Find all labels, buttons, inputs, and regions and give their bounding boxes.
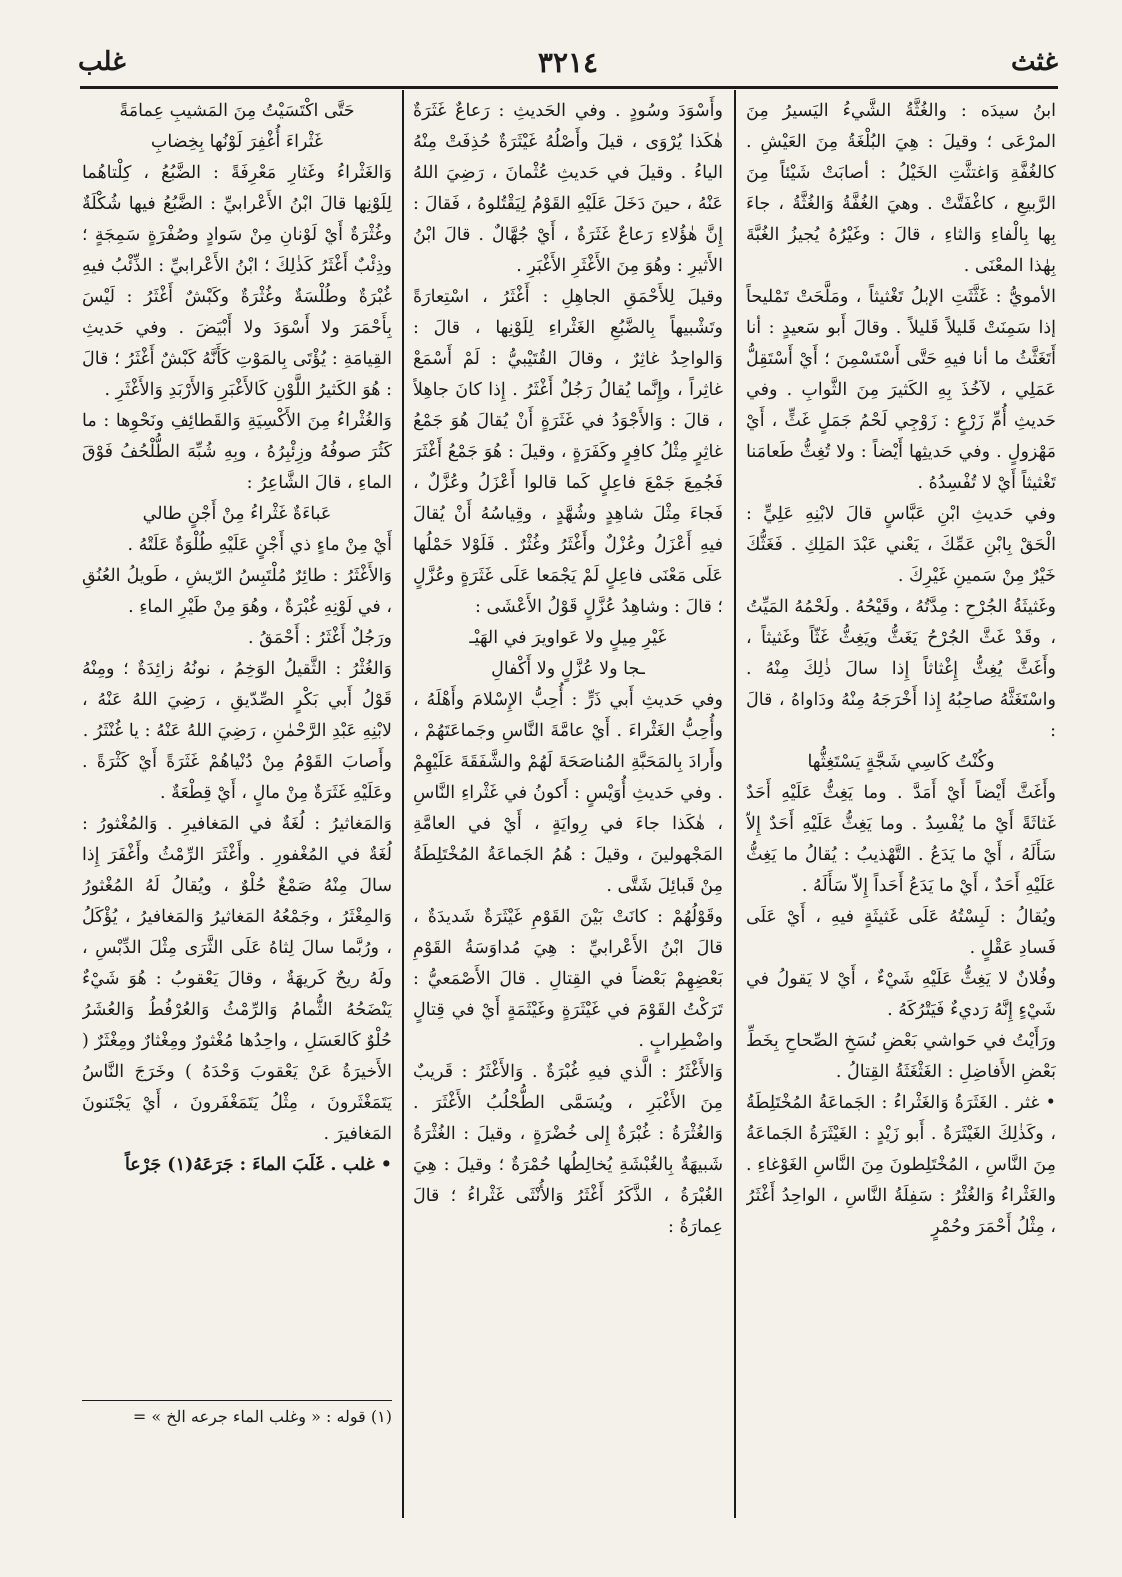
paragraph: ورَأَيْتُ في حَواشي بَعْضِ نُسَخِ الصِّحاحِ بِخَطِّ بَعْضِ الأَفاضِلِ : الغَثْغَثَةُ القِتالُ . [746, 1031, 1056, 1082]
entry-heading-paragraph: • غثر . الغَثَرَةُ وَالغَثْراءُ : الجَماعَةُ المُخْتَلِطَةُ ، وكَذٰلِكَ الغَيْثَرَةُ . أَبو زَيْدٍ : الغَيْثَرَةُ الجَماعَةُ مِنَ النَّاسِ ، المُخْتَلِطونَ مِنَ النَّاسِ الغَوْغاءِ . والغَثْراءُ وَالغُثْرُ : سَفِلَةُ النَّاسِ ، الواحِدُ أَغْثَرُ ، مِثْلُ أَحْمَرَ وحُمْرٍ [746, 1093, 1056, 1237]
paragraph: الأمويُّ : غَثَّثَتِ الإبلُ تَغْثيثاً ، ومَلَّحَتْ تَمْليحاً إذا سَمِنَتْ قَليلاً قَليلاً . وقالَ أَبو سَعيدٍ : أنا أَتَغَثَّثُ ما أنا فيهِ حَتَّى أَسْتَسْمِنَ ؛ أَيْ أَسْتَقِلُّ عَمَلِي ، لآخُذَ بِهِ الكَثيرَ مِنَ الثَّوابِ . وفي حَديثِ أُمِّ زَرْعٍ : زَوْجِي لَحْمُ جَمَلٍ غَثٍّ ، أَيْ مَهْزولٍ . وفي حَديثِها أَيْضاً : ولا تُغِثُّ طَعامَنا تَغْثيثاً أَيْ لا تُفْسِدُهُ . [746, 287, 1056, 493]
running-head-right: غثث [1011, 47, 1058, 77]
verse-line: وكُنْتُ كَاسِي شَجَّةٍ يَسْتَغِثُّها [807, 752, 995, 772]
paragraph: أَيْ مِنْ ماءٍ ذي أَجْنٍ عَلَيْهِ طُلْوَةٌ عَلَتْهُ . [127, 535, 392, 555]
page-number: ٣٢١٤ [537, 45, 599, 79]
paragraph: ويُقالُ : لَبِسْتُهُ عَلَى غَثيثَةٍ فيهِ ، أَيْ عَلَى فَسادِ عَقْلٍ . [746, 907, 1056, 958]
paragraph: وقَوْلُهُمْ : كانَتْ بَيْنَ القَوْمِ غَيْثَرَةٌ شَديدَةٌ ، قالَ ابْنُ الأَعْرابيِّ : هِيَ مُداوَسَةُ القَوْمِ بَعْضِهِمْ بَعْضاً في القِتالِ . قالَ الأَصْمَعيُّ : تَرَكْتُ القَوْمَ في غَيْثَرَةٍ وغَيْثَمَةٍ أَيْ في قِتالٍ واضْطِرابٍ . [413, 907, 723, 1051]
paragraph: وقيلَ لِلأَحْمَقِ الجاهِلِ : أَغْثَرُ ، اسْتِعارَةً وتَشْبيهاً بِالضَّبُعِ الغَثْراءِ لِلَوْنِها ، قالَ : وَالواحِدُ غاثِرٌ ، وقالَ القُتَيْبيُّ : لَمْ أَسْمَعْ غاثِراً ، وإِنَّما يُقالُ رَجُلٌ أَغْثَرُ . إِذا كانَ جاهِلاً ، قالَ : وَالأَجْوَدُ في غَثَرَةٍ أَنْ يُقالَ هُوَ جَمْعُ غاثِرٍ مِثْلُ كافِرٍ وكَفَرَةٍ ، وقيلَ : هُوَ جَمْعُ أَغْثَرَ فَجُمِعَ جَمْعَ فاعِلٍ كَما قالوا أَعْزَلُ وعُزَّلٌ ، فَجاءَ مِثْلَ شاهِدٍ وشُهَّدٍ ، وقِياسُهُ أَنْ يُقالَ فيهِ أَعْزَلُ وعُزْلٌ وأَغْثَرُ وغُثْرٌ . فَلَوْلا حَمْلُها عَلَى مَعْنَى فاعِلٍ لَمْ يَجْمَعا عَلَى غَثَرَةٍ وعُزَّلٍ ؛ قالَ : وشاهِدُ عُزَّلٍ قَوْلُ الأَعْشَى : [413, 287, 723, 617]
verse-line: عَباءَةٌ غَثْراءُ مِنْ أَجْنٍ طالي [142, 504, 332, 524]
column-right [746, 96, 1056, 1516]
paragraph: وَالأَغْثَرُ : الَّذي فيهِ غُبْرَةٌ . وَالأَغْثَرُ : قَريبٌ مِنَ الأَغْبَرِ ، ويُسَمَّى الطُّحْلُبُ الأَغْثَرَ . وَالغُثْرَةُ : غُبْرَةٌ إِلى خُضْرَةٍ ، وقيلَ : الغُثْرَةُ شَبيهَةٌ بِالغُبْشَةِ يُخالِطُها حُمْرَةٌ ؛ وقيلَ : هِيَ الغُبْرَةُ ، الذَّكَرُ أَغْثَرُ وَالأُنْثَى غَثْراءُ ؛ قالَ عِمارَةُ : [413, 1062, 723, 1237]
column-divider [402, 90, 404, 1518]
paragraph: وغَثيثَةُ الجُرْحِ : مِدَّتُهُ ، وقَيْحُهُ . ولَحْمُهُ المَيِّتُ ، وقَدْ غَثَّ الجُرْحُ يَغَثُّ ويَغِثُّ غَثّاً وغَثيثاً ، وأَغَثَّ يُغِثُّ إِغْثاثاً إِذا سالَ ذٰلِكَ مِنْهُ . واسْتَغَثَّهُ صاحِبُهُ إِذا أَخْرَجَهُ مِنْهُ ودَاواهُ ، قالَ : [746, 597, 1056, 741]
column-middle [413, 96, 723, 1516]
paragraph: وَالغُثْراءُ مِنَ الأَكْسِيَةِ وَالقَطائِفِ ونَحْوِها : ما كَثُرَ صوفُهُ وزِئْبِرُهُ ، وبِهِ شُبِّهَ الطُّلْحُفُ فَوْقَ الماءِ ، قالَ الشَّاعِرُ : [82, 411, 392, 493]
column-divider [734, 90, 736, 1518]
verse-line: غَيْرِ مِيلٍ ولا عَواويرَ في الهَيْـ [469, 628, 667, 648]
paragraph: وَالمَغاثيرُ : لُغَةٌ في المَغافيرِ . وَالمُغْثورُ : لُغَةٌ في المُغْفورِ . وأَغْثَرَ الرِّمْثُ وأَغْفَرَ إِذا سالَ مِنْهُ صَمْغٌ حُلْوٌ ، ويُقالُ لَهُ المُغْثورُ وَالمِغْثَرُ ، وجَمْعُهُ المَغاثيرُ وَالمَغافيرُ ، يُؤْكَلُ ، ورُبَّما سالَ لِثاهُ عَلَى الثَّرَى مِثْلَ الدِّبْسِ ، ولَهُ ريحٌ كَريهَةٌ ، وقالَ يَعْقوبُ : هُوَ شَيْءٌ يَنْضَحُهُ الثُّمامُ وَالرِّمْثُ وَالعُرْفُطُ وَالعُشَرُ حُلْوٌ كَالعَسَلِ ، واحِدُها مُغْثورٌ ومِغْثارٌ ومِغْثَرٌ ( الأَخيرَةُ عَنْ يَعْقوبَ وَحْدَهُ ) وخَرَجَ النَّاسُ يَتَمَغْثَرونَ ، مِثْلُ يَتَمَغْفَرونَ ، أَيْ يَجْتَنونَ المَغافيرَ . [82, 814, 392, 1144]
footnote: (١) قوله : « وغلب الماء جرعه الخ » = [132, 1407, 392, 1426]
paragraph: ورَجُلٌ أَغْثَرُ : أَحْمَقُ . [247, 628, 392, 648]
paragraph: وفي حَديثِ أَبي ذَرٍّ : أُحِبُّ الإِسْلامَ وأَهْلَهُ ، وأُحِبُّ الغَثْراءَ . أَيْ عامَّةَ النَّاسِ وجَماعَتَهُمْ ، وأَرادَ بِالمَحَبَّةِ المُناصَحَةَ لَهُمْ والشَّفَقَةَ عَلَيْهِمْ . وفي حَديثِ أُوَيْسٍ : أَكونُ في غَثْراءِ النَّاسِ ، هٰكَذا جاءَ في رِوايَةٍ ، أَيْ في العامَّةِ المَجْهولينَ ، وقيلَ : هُمُ الجَماعَةُ المُخْتَلِطَةُ مِنْ قَبائِلَ شَتَّى . [413, 690, 723, 896]
entry-heading-paragraph: • غلب . غَلَبَ الماءَ : جَرَعَهُ(١) جَرْعاً [124, 1155, 392, 1175]
column-left [82, 96, 392, 1516]
paragraph: وَالغُثْرُ : الثَّقيلُ الوَخِمُ ، نونُهُ زائِدَةٌ ؛ ومِنْهُ قَوْلُ أَبي بَكْرٍ الصِّدّيقِ ، رَضِيَ اللهُ عَنْهُ ، لابْنِهِ عَبْدِ الرَّحْمٰنِ ، رَضِيَ اللهُ عَنْهُ : يا غُنْثَرُ . [82, 659, 392, 741]
paragraph: وفي حَديثِ ابْنِ عَبَّاسٍ قالَ لابْنِهِ عَلِيٍّ : الْحَقْ بِابْنِ عَمِّكَ ، يَعْني عَبْدَ المَلِكِ . فَغَثُّكَ خَيْرٌ مِنْ سَمينِ غَيْرِكَ . [746, 504, 1056, 586]
verse-line: حَتَّى اكْتَسَيْتُ مِنَ المَشيبِ عِمامَةً [119, 101, 355, 121]
verse-line: غَثْراءَ أُغْفِرَ لَوْنُها بِخِضابِ [150, 132, 324, 152]
paragraph: وَالأَغْثَرُ : طائِرٌ مُلْتَبِسُ الرّيشِ ، طَويلُ العُنُقِ ، في لَوْنِهِ غُبْرَةٌ ، وهُوَ مِنْ طَيْرِ الماءِ . [82, 566, 392, 617]
verse-line: ـجا ولا عُزَّلٍ ولا أَكْفالِ [491, 659, 645, 679]
paragraph: وَالغَثْراءُ وغَثارِ مَعْرِفَةً : الضَّبُعُ ، كِلْتاهُما لِلَوْنِها قالَ ابْنُ الأَعْرابيِّ : الضَّبُعُ فيها شُكْلَةٌ وغُثْرَةٌ أَيْ لَوْنانِ مِنْ سَوادٍ وصُفْرَةٍ سَمِجَةٍ ؛ وذِئْبٌ أَغْثَرُ كَذٰلِكَ ؛ ابْنُ الأَعْرابيِّ : الذِّئْبُ فيهِ غُبْرَةٌ وطُلْسَةٌ وغُثْرَةٌ وكَبْشٌ أَغْثَرُ : لَيْسَ بِأَحْمَرَ ولا أَسْوَدَ ولا أَبْيَضَ . وفي حَديثِ القِيامَةِ : يُؤْتَى بِالمَوْتِ كَأَنَّهُ كَبْشٌ أَغْثَرُ ؛ قالَ : هُوَ الكَثيرُ اللَّوْنِ كَالأَغْبَرِ وَالأَرْبَدِ وَالأَغْثَرِ . [82, 163, 392, 400]
paragraph: وأَصابَ القَوْمُ مِنْ دُنْياهُمْ غَثَرَةً أَيْ كَثْرَةً . وعَلَيْهِ غَثَرَةٌ مِنْ مالٍ ، أَيْ قِطْعَةٌ . [82, 752, 392, 803]
running-head-left: غلب [78, 47, 126, 77]
paragraph: وأَسْوَدَ وسُودٍ . وفي الحَديثِ : رَعاعٌ غَثَرَةٌ هٰكَذا يُرْوَى ، قيلَ وأَصْلُهُ غَيْثَرَةٌ حُذِفَتْ مِنْهُ الياءُ . وقيلَ في حَديثِ عُثْمانَ ، رَضِيَ اللهُ عَنْهُ ، حينَ دَخَلَ عَلَيْهِ القَوْمُ لِيَقْتُلوهُ ، فَقالَ : إِنَّ هٰؤُلاءِ رَعاعٌ غَثَرَةٌ ، أَيْ جُهَّالٌ . قالَ ابْنُ الأَثيرِ : وهُوَ مِنَ الأَغْثَرِ الأَغْبَرِ . [413, 101, 723, 276]
paragraph: وأَغَثَّ أَيْضاً أَيْ أَمَدَّ . وما يَغِثُّ عَلَيْهِ أَحَدٌ غَثاثَةً أَيْ ما يُفْسِدُ . وما يَغِثُّ عَلَيْهِ أَحَدٌ إِلاّ سَأَلَهُ ، أَيْ ما يَدَعُ . التَّهْذيبُ : يُقالُ ما يَغِثُّ عَلَيْهِ أَحَدٌ ، أَيْ ما يَدَعُ أَحَداً إِلاّ سَأَلَهُ . [746, 783, 1056, 896]
footnote-rule [82, 1400, 392, 1401]
paragraph: ابنُ سيدَه : والغُثَّةُ الشَّيءُ اليَسيرُ مِنَ المرْعَى ؛ وقيلَ : هِيَ البُلْغَةُ مِنَ العَيْشِ . كالغُفَّةِ وَاغتثَّتِ الخَيْلُ : أصابَتْ شَيْئاً مِنَ الرَّبيعِ ، كاغْفَتَّتْ . وهيَ الغُفَّةُ وَالغُثَّةُ ، جاءَ بِها بِالْفاءِ وَالثاءِ ، قالَ : وغَيْرُهُ يُجيزُ الغُبَّةَ بِهٰذا المعْنَى . [746, 101, 1056, 276]
header-rule [80, 86, 1058, 89]
paragraph: وفُلانٌ لا يَغِثُّ عَلَيْهِ شَيْءٌ ، أَيْ لا يَقولُ في شَيْءٍ إِنَّهُ رَديءٌ فَيَتْرُكَهُ . [746, 969, 1056, 1020]
page-header [78, 42, 1058, 82]
